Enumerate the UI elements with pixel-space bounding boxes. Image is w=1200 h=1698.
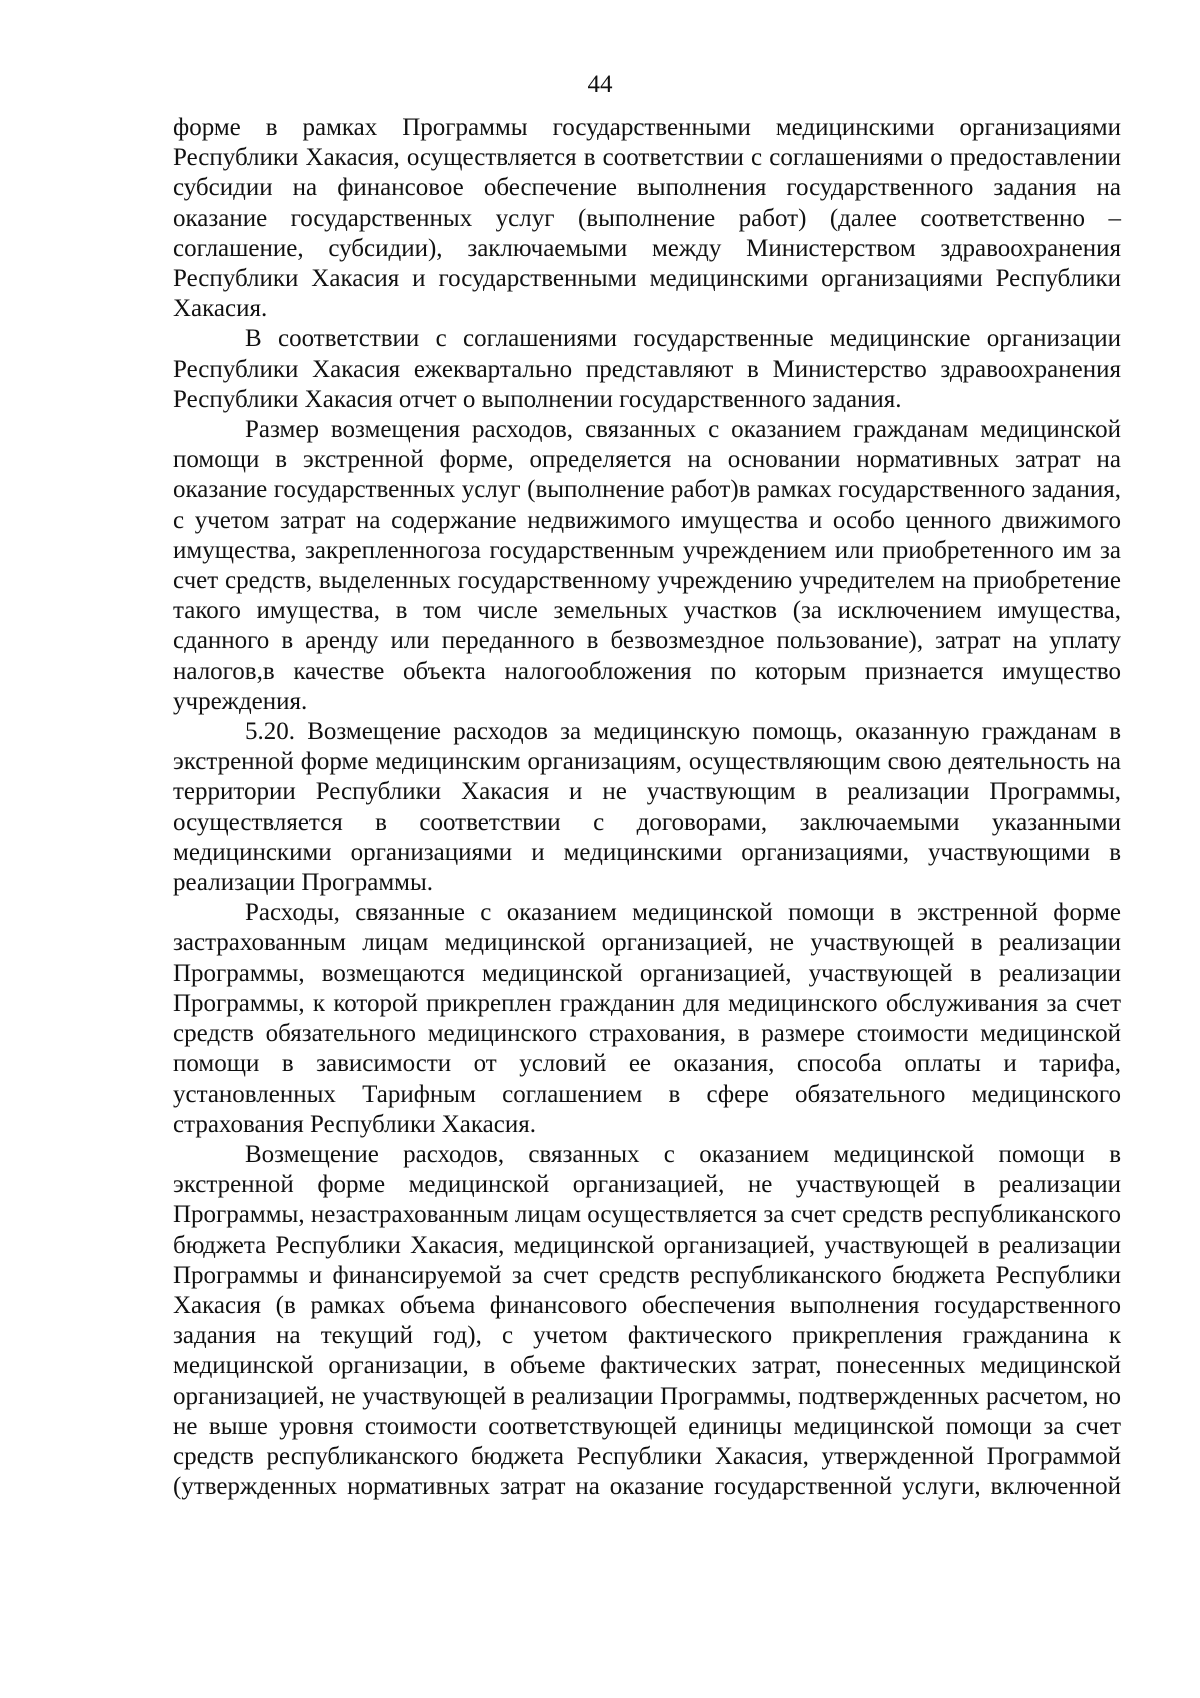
document-body bbox=[173, 113, 1121, 1502]
paragraph-reporting: В соответствии с соглашениями государственные медицинские организации Республики Хакасия ежеквартально представляют в Министерство здравоохранения Республики Хакасия отчет о выполнении государственного задания. bbox=[173, 325, 1121, 413]
paragraph-section-5-20: 5.20. Возмещение расходов за медицинскую помощь, оказанную гражданам в экстренной форме медицинским организациям, осуществляющим свою деятельность на территории Республики Хакасия и не участвующим в реализации Программы, осуществляется в соответствии с договорами, заключаемыми указанными медицинскими организациями и медицинскими организациями, участвующими в реализации Программы. bbox=[173, 718, 1121, 897]
paragraph-continuation: форме в рамках Программы государственными медицинскими организациями Республики Хакасия, осуществляется в соответствии с соглашениями о предоставлении субсидии на финансовое обеспечение выполнения государственного задания на оказание государственных услуг (выполнение работ) (далее соответственно – соглашение, субсидии), заключаемыми между Министерством здравоохранения Республики Хакасия и государственными медицинскими организациями Республики Хакасия. bbox=[173, 114, 1121, 323]
paragraph-insured-expenses: Расходы, связанные с оказанием медицинской помощи в экстренной форме застрахованным лицам медицинской организацией, не участвующей в реализации Программы, возмещаются медицинской организацией, участвующей в реализации Программы, к которой прикреплен гражданин для медицинского обслуживания за счет средств обязательного медицинского страхования, в размере стоимости медицинской помощи в зависимости от условий ее оказания, способа оплаты и тарифа, установленных Тарифным соглашением в сфере обязательного медицинского страхования Республики Хакасия. bbox=[173, 899, 1121, 1138]
page-number: 44 bbox=[587, 71, 613, 98]
paragraph-uninsured-expenses: Возмещение расходов, связанных с оказанием медицинской помощи в экстренной форме медицинской организацией, не участвующей в реализации Программы, незастрахованным лицам осуществляется за счет средств республиканского бюджета Республики Хакасия, медицинской организацией, участвующей в реализации Программы и финансируемой за счет средств республиканского бюджета Республики Хакасия (в рамках объема финансового обеспечения выполнения государственного задания на текущий год), с учетом фактического прикрепления гражданина к медицинской организации, в объеме фактических затрат, понесенных медицинской организацией, не участвующей в реализации Программы, подтвержденных расчетом, но не выше уровня стоимости соответствующей единицы медицинской помощи за счет средств республиканского бюджета Республики Хакасия, утвержденной Программой (утвержденных нормативных затрат на оказание государственной услуги, включенной bbox=[173, 1140, 1121, 1501]
paragraph-compensation-amount: Размер возмещения расходов, связанных с оказанием гражданам медицинской помощи в экстренной форме, определяется на основании нормативных затрат на оказание государственных услуг (выполнение работ)в рамках государственного задания, с учетом затрат на содержание недвижимого имущества и особо ценного движимого имущества, закрепленногоза государственным учреждением или приобретенного им за счет средств, выделенных государственному учреждению учредителем на приобретение такого имущества, в том числе земельных участков (за исключением имущества, сданного в аренду или переданного в безвозмездное пользование), затрат на уплату налогов,в качестве объекта налогообложения по которым признается имущество учреждения. bbox=[173, 416, 1121, 715]
